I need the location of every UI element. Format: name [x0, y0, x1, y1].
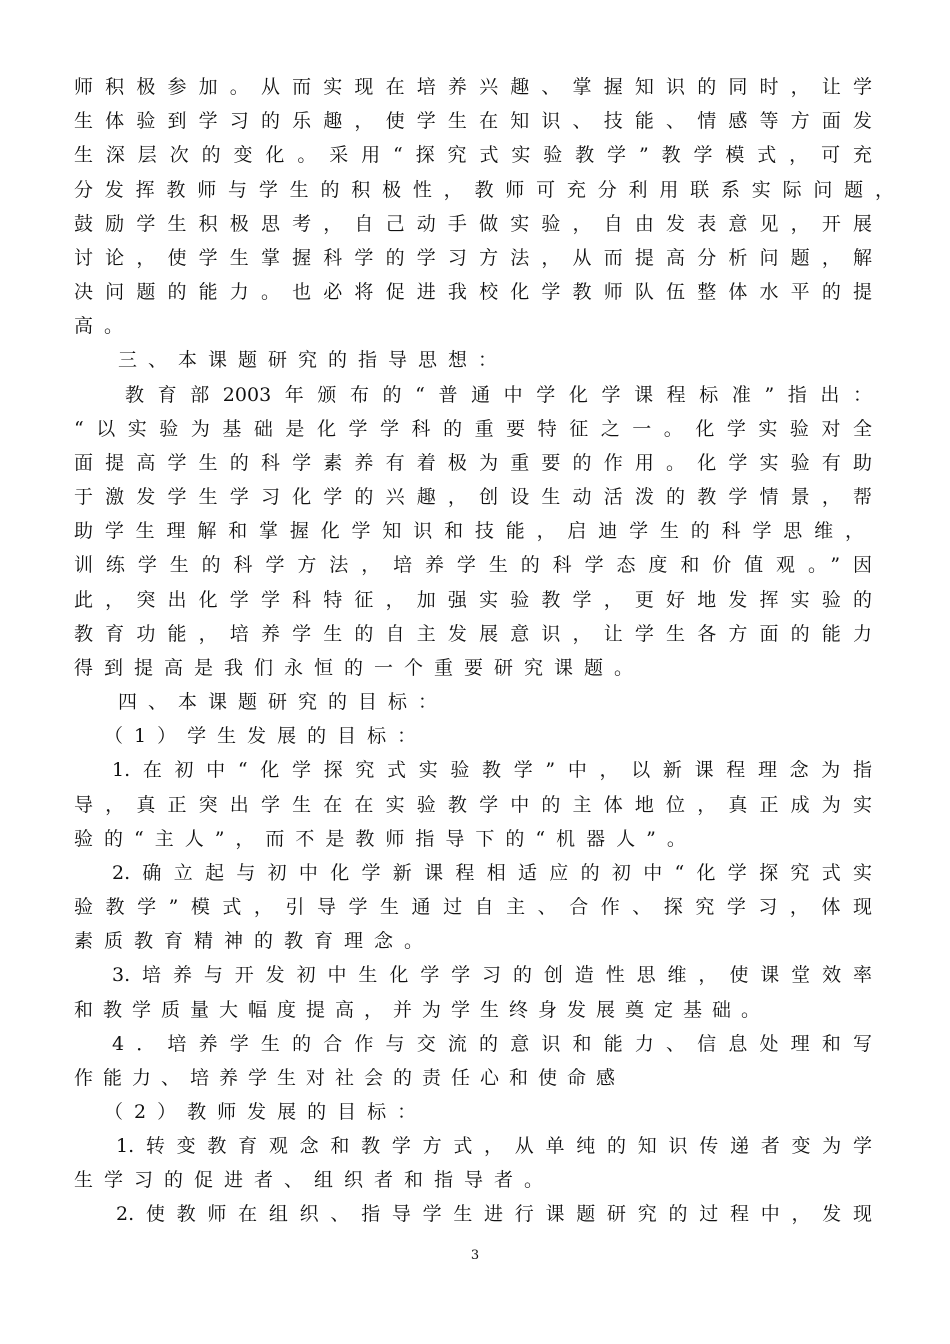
text-line: 素质教育精神的教育理念。: [74, 930, 435, 952]
text-line: 2.确立起与初中化学新课程相适应的初中“化学探究式实: [112, 862, 872, 884]
section-heading: 四、本课题研究的目标：: [118, 691, 449, 713]
text-line: 生深层次的变化。采用“探究式实验教学”教学模式，可充: [74, 144, 872, 166]
text-line: 高。: [74, 315, 135, 337]
text-line: 助学生理解和掌握化学知识和技能，启迪学生的科学思维，: [74, 520, 864, 542]
text-line: 得到提高是我们永恒的一个重要研究课题。: [74, 657, 645, 679]
subsection-heading: （2）教师发展的目标：: [104, 1101, 428, 1123]
text-line: 导，真正突出学生在在实验教学中的主体地位，真正成为实: [74, 794, 872, 816]
text-line: 教育部2003年颁布的“普通中学化学课程标准”指出：: [125, 384, 872, 406]
text-line: 面提高学生的科学素养有着极为重要的作用。化学实验有助: [74, 452, 872, 474]
text-line: 4．培养学生的合作与交流的意识和能力、信息处理和写: [112, 1033, 872, 1055]
text-line: 3.培养与开发初中生化学学习的创造性思维，使课堂效率: [112, 964, 872, 986]
text-line: “以实验为基础是化学学科的重要特征之一。化学实验对全: [74, 418, 872, 440]
text-line: 师积极参加。从而实现在培养兴趣、掌握知识的同时，让学: [74, 76, 872, 98]
text-line: 鼓励学生积极思考，自己动手做实验，自由发表意见，开展: [74, 213, 872, 235]
section-heading: 三、本课题研究的指导思想：: [118, 349, 509, 371]
text-line: 讨论，使学生掌握科学的学习方法，从而提高分析问题，解: [74, 247, 872, 269]
text-line: 于激发学生学习化学的兴趣，创设生动活泼的教学情景，帮: [74, 486, 872, 508]
text-line: 决问题的能力。也必将促进我校化学教师队伍整体水平的提: [74, 281, 872, 303]
text-line: 2.使教师在组织、指导学生进行课题研究的过程中，发现: [116, 1203, 872, 1225]
subsection-heading: （1）学生发展的目标：: [104, 725, 428, 747]
text-line: 生体验到学习的乐趣，使学生在知识、技能、情感等方面发: [74, 110, 872, 132]
text-line: 1.转变教育观念和教学方式，从单纯的知识传递者变为学: [116, 1135, 872, 1157]
text-line: 分发挥教师与学生的积极性，教师可充分利用联系实际问题，: [74, 179, 894, 201]
text-line: 验的“主人”，而不是教师指导下的“机器人”。: [74, 828, 697, 850]
text-line: 训练学生的科学方法，培养学生的科学态度和价值观。”因: [74, 554, 872, 576]
page-number: 3: [470, 1248, 480, 1263]
text-line: 此，突出化学学科特征，加强实验教学，更好地发挥实验的: [74, 589, 872, 611]
text-line: 验教学”模式，引导学生通过自主、合作、探究学习，体现: [74, 896, 872, 918]
text-line: 生学习的促进者、组织者和指导者。: [74, 1169, 555, 1191]
text-line: 和教学质量大幅度提高，并为学生终身发展奠定基础。: [74, 999, 771, 1021]
text-line: 作能力、培养学生对社会的责任心和使命感: [74, 1067, 626, 1089]
text-line: 1.在初中“化学探究式实验教学”中，以新课程理念为指: [112, 759, 872, 781]
text-line: 教育功能，培养学生的自主发展意识，让学生各方面的能力: [74, 623, 872, 645]
